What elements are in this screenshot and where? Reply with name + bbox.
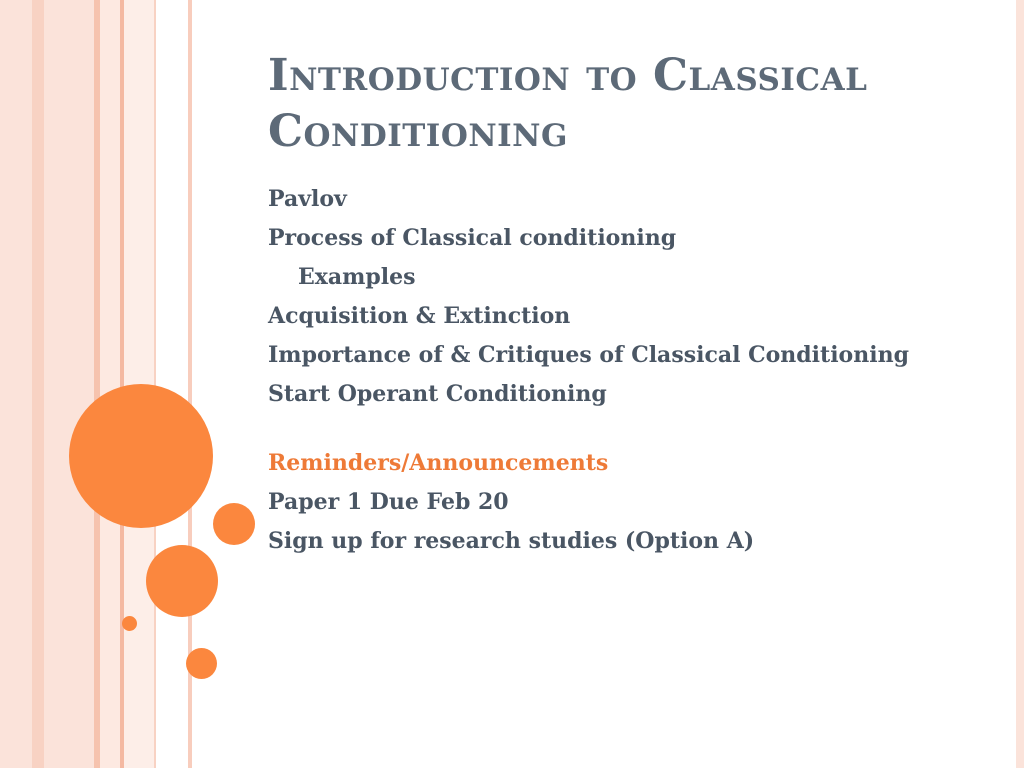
reminder-item: Sign up for research studies (Option A) [268,528,755,554]
slide-content [268,184,968,565]
decorative-stripes [0,0,200,768]
decorative-circle [146,545,218,617]
reminder-item: Paper 1 Due Feb 20 [268,489,509,515]
reminders-heading: Reminders/Announcements [268,450,609,476]
agenda-item: Importance of & Critiques of Classical Conditioning [268,342,909,368]
agenda-item: Process of Classical conditioning [268,225,677,251]
stripe [44,0,94,768]
stripe [0,0,32,768]
decorative-circle [186,648,217,679]
decorative-circle [213,503,255,545]
decorative-circle-small [122,616,137,631]
agenda-item: Pavlov [268,186,347,212]
stripe [100,0,120,768]
stripe [32,0,44,768]
stripe [154,0,156,768]
slide-title: Introduction to Classical Conditioning [268,50,868,157]
decorative-circle-large [69,384,213,528]
agenda-item: Start Operant Conditioning [268,381,607,407]
agenda-item: Acquisition & Extinction [268,303,571,329]
right-edge-stripe [1016,0,1024,768]
agenda-subitem: Examples [298,264,416,290]
